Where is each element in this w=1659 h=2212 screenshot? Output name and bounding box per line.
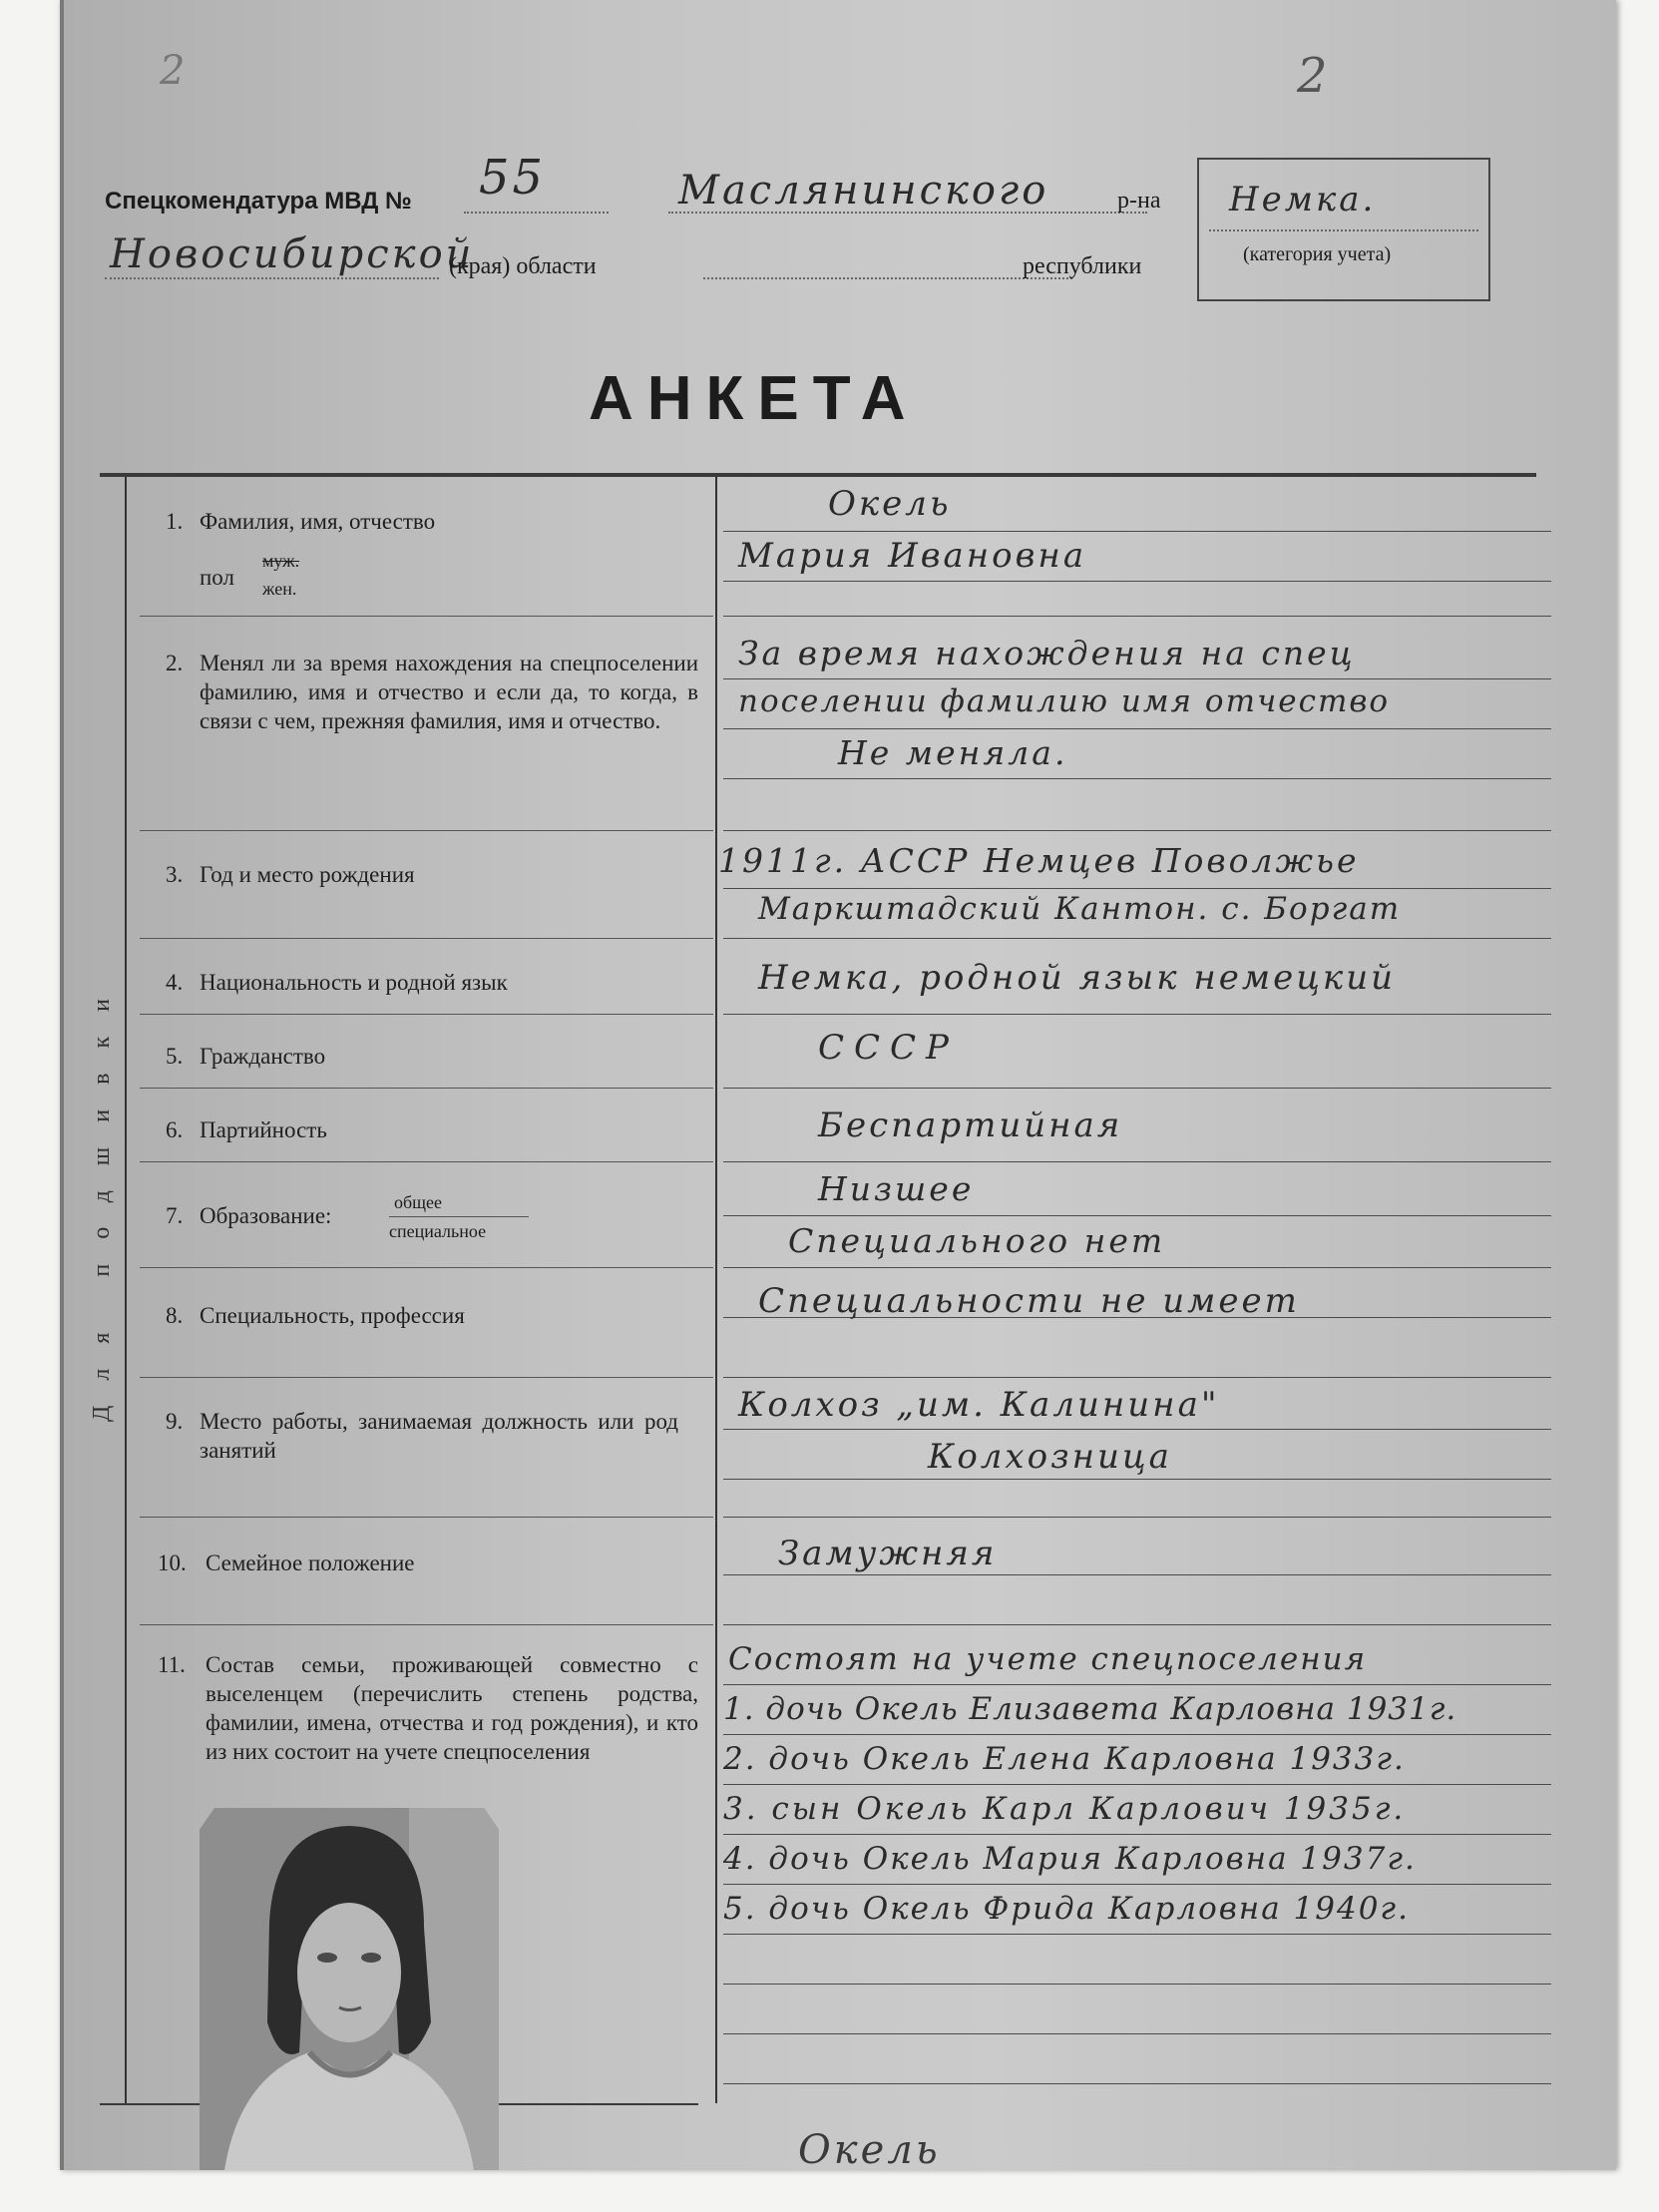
answer-q11-line4: 3. сын Окель Карл Карлович 1935г. — [723, 1791, 1407, 1827]
answer-rule — [723, 1088, 1551, 1089]
answer-q8: Специальности не имеет — [758, 1281, 1300, 1321]
row-divider — [140, 1377, 713, 1378]
republic-line — [703, 277, 1072, 279]
answer-q7-special: Специального нет — [788, 1221, 1166, 1260]
district-suffix: р-на — [1117, 188, 1161, 214]
answer-q9-line2: Колхозница — [928, 1437, 1172, 1477]
question-11-number: 11. — [158, 1652, 186, 1677]
row-divider — [140, 830, 713, 831]
answer-q2-line3: Не меняла. — [838, 733, 1068, 772]
question-6-number: 6. — [166, 1117, 184, 1142]
column-divider — [715, 477, 717, 2103]
question-9-number: 9. — [166, 1409, 184, 1434]
answer-rule — [723, 888, 1551, 889]
answer-q4: Немка, родной язык немецкий — [758, 958, 1397, 998]
question-2-number: 2. — [166, 651, 184, 675]
question-1-number: 1. — [166, 509, 184, 534]
page-title: АНКЕТА — [589, 364, 920, 433]
answer-q7-general: Низшее — [818, 1169, 975, 1208]
answer-rule — [723, 1984, 1551, 1985]
republic-suffix: республики — [1023, 253, 1142, 279]
answer-q11-line2: 1. дочь Окель Елизавета Карловна 1931г. — [723, 1691, 1457, 1727]
answer-q11-line5: 4. дочь Окель Мария Карловна 1937г. — [723, 1841, 1417, 1877]
answer-rule — [723, 1624, 1551, 1625]
answer-q1-name: Мария Ивановна — [738, 536, 1087, 576]
answer-rule — [723, 678, 1551, 679]
row-divider — [140, 1267, 713, 1268]
question-11-text: Состав семьи, проживающей совместно с выселенцем (перечислить степень родства, фамилии, имена, отчества и год рождения), и кто из них состоит на учете спецпоселения — [206, 1652, 698, 1764]
question-3-number: 3. — [166, 862, 184, 887]
question-8-text: Специальность, профессия — [200, 1303, 465, 1328]
region-suffix: (края) области — [449, 253, 597, 279]
question-10-text: Семейное положение — [206, 1550, 415, 1575]
category-label: (категория учета) — [1243, 243, 1392, 265]
question-4-text: Национальность и родной язык — [200, 970, 508, 995]
answer-rule — [723, 1267, 1551, 1268]
answer-rule — [723, 1215, 1551, 1216]
answer-rule — [723, 2083, 1551, 2084]
question-6-text: Партийность — [200, 1117, 327, 1142]
portrait-figure — [200, 1808, 499, 2170]
speckomendatura-number: 55 — [479, 150, 547, 206]
answer-rule — [723, 616, 1551, 617]
side-label-text: Для подшивки — [88, 973, 115, 1422]
answer-rule — [723, 1884, 1551, 1885]
sheet-edge — [60, 0, 64, 2170]
side-label — [82, 878, 122, 1517]
margin-rule — [125, 477, 127, 2103]
question-8-number: 8. — [166, 1303, 184, 1328]
row-divider — [140, 1624, 713, 1625]
education-general: общее — [394, 1192, 442, 1212]
answer-rule — [723, 1784, 1551, 1785]
answer-q10: Замужняя — [778, 1534, 998, 1573]
question-3-text: Год и место рождения — [200, 862, 415, 887]
answer-rule — [723, 1429, 1551, 1430]
row-divider — [140, 616, 713, 617]
answer-q2-line2: поселении фамилию имя отчество — [738, 683, 1391, 719]
row-divider — [140, 1014, 713, 1015]
answer-q3-line1: 1911г. АССР Немцев Поволжье — [718, 841, 1360, 880]
answer-q1-surname: Окель — [828, 484, 952, 524]
portrait-photo — [200, 1808, 499, 2170]
question-7-number: 7. — [166, 1203, 184, 1228]
answer-rule — [723, 1934, 1551, 1935]
corner-mark-right: 2 — [1297, 48, 1331, 104]
answer-rule — [723, 728, 1551, 729]
answer-rule — [723, 581, 1551, 582]
row-divider — [140, 1088, 713, 1089]
corner-mark-left: 2 — [160, 48, 189, 94]
question-4-number: 4. — [166, 970, 184, 995]
answer-q11-line3: 2. дочь Окель Елена Карловна 1933г. — [723, 1741, 1406, 1777]
answer-rule — [723, 1517, 1551, 1518]
answer-rule — [723, 938, 1551, 939]
answer-q6: Беспартийная — [818, 1106, 1123, 1145]
sex-female: жен. — [262, 579, 297, 599]
row-divider — [140, 1517, 713, 1518]
answer-rule — [723, 1574, 1551, 1575]
question-5-text: Гражданство — [200, 1044, 326, 1069]
answer-rule — [723, 1734, 1551, 1735]
region-handwritten: Новосибирской — [110, 231, 475, 277]
question-5-number: 5. — [166, 1044, 184, 1069]
category-value: Немка. — [1229, 180, 1377, 220]
answer-rule — [723, 778, 1551, 779]
question-10-number: 10. — [158, 1550, 187, 1575]
speckomendatura-label: Спецкомендатура МВД № — [105, 188, 412, 215]
answer-q3-line2: Маркштадский Кантон. с. Боргат — [758, 891, 1402, 927]
answer-q2-line1: За время нахождения на спец — [738, 634, 1356, 672]
question-2-text: Менял ли за время нахождения на спецпоселении фамилию, имя и отчество и если да, то когда, в связи с чем, прежняя фамилия, имя и отчество. — [200, 651, 698, 733]
education-fraction-bar — [389, 1216, 529, 1217]
answer-q9-line1: Колхоз „им. Калинина" — [738, 1385, 1220, 1425]
answer-q5: СССР — [818, 1028, 959, 1068]
bottom-signature: Окель — [798, 2127, 941, 2170]
sex-label: пол — [200, 565, 234, 590]
answer-q11-line6: 5. дочь Окель Фрида Карловна 1940г. — [723, 1891, 1410, 1927]
answer-rule — [723, 830, 1551, 831]
answer-rule — [723, 1014, 1551, 1015]
number-line — [464, 212, 609, 214]
category-line — [1209, 229, 1478, 231]
question-9-text: Место работы, занимаемая должность или род занятий — [200, 1409, 678, 1463]
answer-rule — [723, 531, 1551, 532]
answer-rule — [723, 1377, 1551, 1378]
category-box — [1197, 158, 1490, 301]
row-divider — [140, 1161, 713, 1162]
answer-rule — [723, 1834, 1551, 1835]
question-7-text: Образование: — [200, 1203, 332, 1228]
answer-q11-line1: Состоят на учете спецпоселения — [728, 1641, 1368, 1677]
document-sheet — [60, 0, 1616, 2170]
row-divider — [140, 938, 713, 939]
table-top-rule — [100, 473, 1536, 477]
answer-rule — [723, 1684, 1551, 1685]
question-1-text: Фамилия, имя, отчество — [200, 509, 436, 534]
region-line — [105, 277, 439, 279]
sex-male: муж. — [262, 551, 300, 571]
answer-rule — [723, 2033, 1551, 2034]
answer-rule — [723, 1161, 1551, 1162]
answer-rule — [723, 1479, 1551, 1480]
district-handwritten: Маслянинского — [678, 168, 1049, 214]
education-special: специальное — [389, 1221, 487, 1241]
